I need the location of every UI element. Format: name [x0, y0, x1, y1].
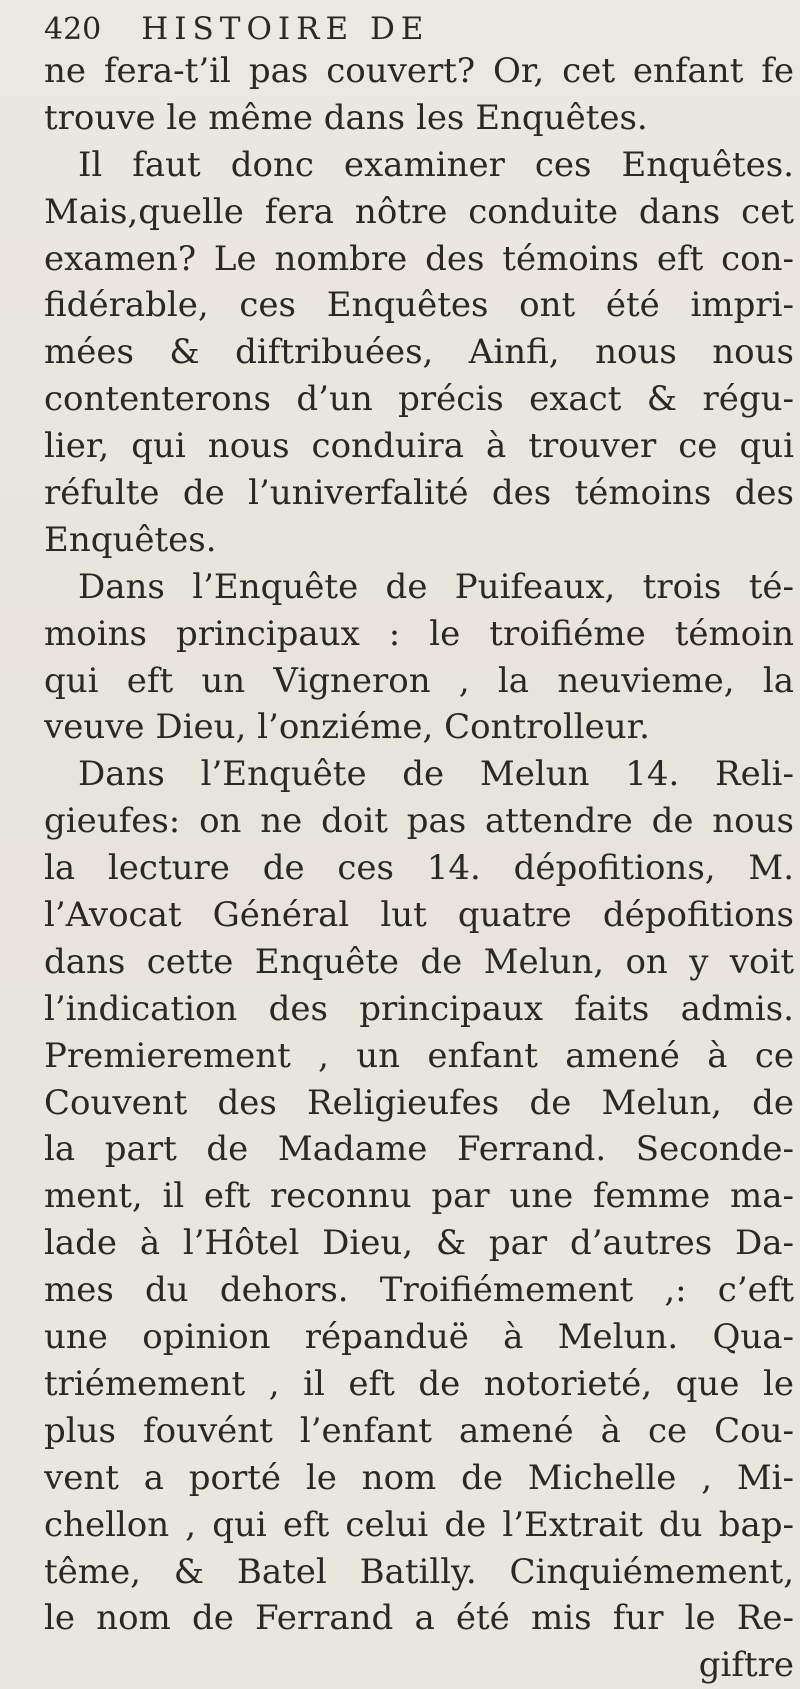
- running-title: HISTOIRE DE: [141, 11, 430, 47]
- text-line: une opinion répanduë à Melun. Qua-: [44, 1317, 794, 1358]
- text-line: contenterons d’un précis exact & régu-: [44, 379, 794, 420]
- text-line: gieufes: on ne doit pas attendre de nous: [44, 801, 794, 842]
- text-line: la lecture de ces 14. dépofitions, M.: [44, 848, 794, 889]
- text-line: Mais,quelle fera nôtre conduite dans cet: [44, 191, 794, 232]
- text-line: tême, & Batel Batilly. Cinquiémement,: [44, 1551, 794, 1592]
- page-header: [44, 8, 429, 50]
- text-line: mes du dehors. Troifiémement ,: c’eft: [44, 1270, 794, 1311]
- text-line: Premierement , un enfant amené à ce: [44, 1035, 794, 1076]
- text-line: lade à l’Hôtel Dieu, & par d’autres Da-: [44, 1223, 794, 1264]
- text-line: Enquêtes.: [44, 519, 217, 560]
- text-line: triémement , il eft de notorieté, que le: [44, 1363, 794, 1404]
- text-line: Dans l’Enquête de Melun 14. Reli-: [78, 754, 794, 795]
- catchword: giftre: [698, 1645, 794, 1686]
- page-number: 420: [44, 12, 102, 47]
- text-line: lier, qui nous conduira à trouver ce qui: [44, 426, 794, 467]
- text-line: l’indication des principaux faits admis.: [44, 988, 794, 1029]
- text-line: moins principaux : le troifiéme témoin: [44, 613, 794, 654]
- text-line: chellon , qui eft celui de l’Extrait du bap-: [44, 1504, 794, 1545]
- text-line: examen? Le nombre des témoins eft con-: [44, 238, 794, 279]
- text-line: ment, il eft reconnu par une femme ma-: [44, 1176, 794, 1217]
- text-line: l’Avocat Général lut quatre dépofitions: [44, 895, 794, 936]
- text-line: Il faut donc examiner ces Enquêtes.: [78, 144, 794, 185]
- text-line: vent a porté le nom de Michelle , Mi-: [44, 1457, 794, 1498]
- text-line: ne fera-t’il pas couvert? Or, cet enfant fe: [44, 51, 794, 91]
- text-line: qui eft un Vigneron , la neuvieme, la: [44, 660, 794, 701]
- text-line: trouve le même dans les Enquêtes.: [44, 97, 648, 138]
- text-line: réfulte de l’univerfalité des témoins des: [44, 473, 794, 514]
- body-text: [44, 48, 794, 1689]
- text-line: Couvent des Religieufes de Melun, de: [44, 1082, 794, 1123]
- text-line: dans cette Enquête de Melun, on y voit: [44, 941, 794, 982]
- text-line: le nom de Ferrand a été mis fur le Re-: [44, 1598, 794, 1639]
- text-line: veuve Dieu, l’onziéme, Controlleur.: [44, 707, 650, 748]
- text-line: fidérable, ces Enquêtes ont été impri-: [44, 285, 794, 326]
- text-line: Dans l’Enquête de Puifeaux, trois té-: [78, 566, 794, 607]
- text-line: la part de Madame Ferrand. Seconde-: [44, 1129, 794, 1170]
- text-line: mées & diftribuées, Ainfi, nous nous: [44, 332, 794, 373]
- text-line: plus fouvént l’enfant amené à ce Cou-: [44, 1410, 794, 1451]
